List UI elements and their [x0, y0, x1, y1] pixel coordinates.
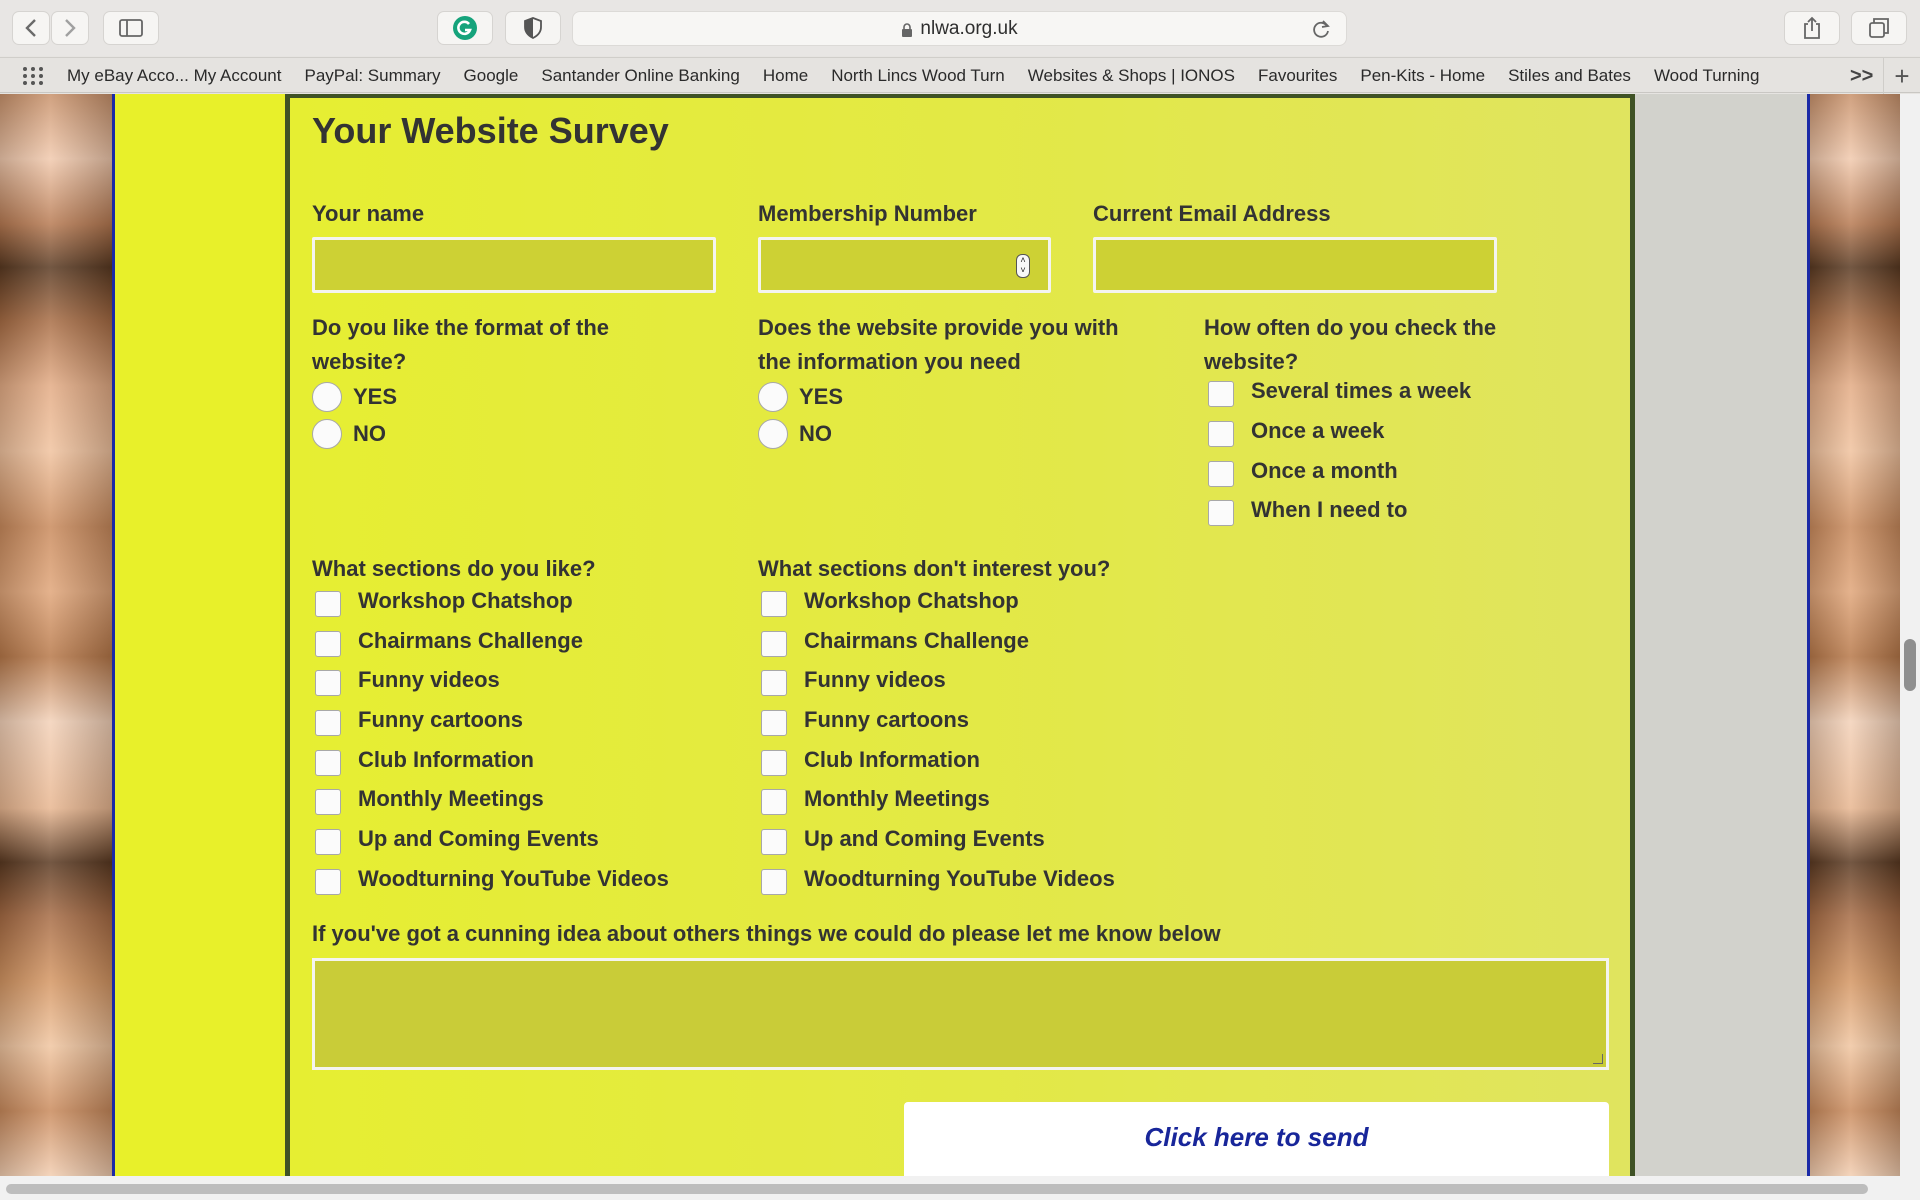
- option-label: Monthly Meetings: [804, 786, 990, 811]
- option-label: Club Information: [804, 747, 980, 772]
- checkbox[interactable]: [761, 710, 787, 736]
- checkbox[interactable]: [1208, 500, 1234, 526]
- name-input[interactable]: [312, 237, 716, 293]
- dislike-section-option[interactable]: [761, 786, 990, 812]
- browser-toolbar: [0, 0, 1920, 56]
- option-label: Once a month: [1251, 458, 1398, 483]
- horizontal-scroll-thumb[interactable]: [6, 1184, 1868, 1194]
- ideas-textarea[interactable]: [312, 958, 1609, 1070]
- option-label: YES: [353, 384, 398, 409]
- wood-background-right: [1810, 94, 1900, 1176]
- frequency-option[interactable]: [1208, 418, 1384, 444]
- page-title: Your Website Survey: [312, 110, 669, 151]
- membership-label: Membership Number: [758, 201, 977, 226]
- option-label: Up and Coming Events: [804, 826, 1045, 851]
- checkbox[interactable]: [315, 670, 341, 696]
- checkbox[interactable]: [315, 591, 341, 617]
- tabs-icon: [1868, 17, 1890, 39]
- privacy-shield-icon: [523, 17, 543, 39]
- wood-background-left: [0, 94, 112, 1176]
- vertical-scrollbar[interactable]: [1900, 94, 1920, 1176]
- email-input[interactable]: [1093, 237, 1497, 293]
- dislike-section-option[interactable]: [761, 866, 1115, 892]
- sidebar-button[interactable]: [103, 11, 159, 45]
- option-label: Several times a week: [1251, 378, 1472, 403]
- share-button[interactable]: [1784, 11, 1840, 45]
- dislike-section-option[interactable]: [761, 588, 1019, 614]
- bookmarks-bar: [0, 57, 1920, 93]
- option-label: Workshop Chatshop: [804, 588, 1019, 613]
- question-line: website?: [312, 349, 407, 374]
- bookmarks-overflow-button[interactable]: >>: [1850, 65, 1874, 87]
- option-label: Monthly Meetings: [358, 786, 544, 811]
- dislike-sections-label: What sections don't interest you?: [758, 556, 1111, 581]
- checkbox[interactable]: [761, 631, 787, 657]
- like-section-option[interactable]: [315, 826, 599, 852]
- radio-button[interactable]: [312, 419, 342, 449]
- checkbox[interactable]: [315, 869, 341, 895]
- option-label: Once a week: [1251, 418, 1385, 443]
- back-button[interactable]: [12, 11, 50, 45]
- format-no-option[interactable]: [312, 419, 386, 449]
- like-section-option[interactable]: [315, 707, 523, 733]
- checkbox[interactable]: [315, 750, 341, 776]
- like-sections-label: What sections do you like?: [312, 556, 596, 581]
- checkbox[interactable]: [1208, 421, 1234, 447]
- forward-button[interactable]: [51, 11, 89, 45]
- frequency-question: [1204, 311, 1496, 379]
- option-label: Workshop Chatshop: [358, 588, 573, 613]
- resize-handle-icon[interactable]: [1593, 1054, 1603, 1064]
- bookmark-item[interactable]: Home: [762, 66, 809, 85]
- option-label: NO: [799, 421, 832, 446]
- checkbox[interactable]: [1208, 381, 1234, 407]
- option-label: NO: [353, 421, 386, 446]
- radio-button[interactable]: [312, 382, 342, 412]
- format-question: [312, 311, 609, 379]
- info-no-option[interactable]: [758, 419, 832, 449]
- checkbox[interactable]: [761, 869, 787, 895]
- question-line: the information you need: [758, 349, 1021, 374]
- option-label: Chairmans Challenge: [358, 628, 583, 653]
- checkbox[interactable]: [761, 829, 787, 855]
- bookmark-item[interactable]: Google: [463, 66, 519, 85]
- info-question: [758, 311, 1119, 379]
- dislike-section-option[interactable]: [761, 826, 1045, 852]
- address-bar[interactable]: [572, 11, 1347, 46]
- like-section-option[interactable]: [315, 588, 573, 614]
- option-label: Funny videos: [804, 667, 946, 692]
- option-label: Woodturning YouTube Videos: [804, 866, 1115, 891]
- like-section-option[interactable]: [315, 866, 669, 892]
- ideas-label: If you've got a cunning idea about others things we could do please let me know below: [312, 921, 1221, 946]
- email-label: Current Email Address: [1093, 201, 1331, 226]
- question-line: website?: [1204, 349, 1299, 374]
- option-label: When I need to: [1251, 497, 1408, 522]
- frequency-option[interactable]: [1208, 497, 1407, 523]
- info-yes-option[interactable]: [758, 382, 843, 412]
- bookmark-item[interactable]: Wood Turning: [1653, 66, 1760, 85]
- checkbox[interactable]: [761, 670, 787, 696]
- url-text: nlwa.org.uk: [920, 17, 1018, 39]
- like-section-option[interactable]: [315, 628, 583, 654]
- dislike-section-option[interactable]: [761, 628, 1029, 654]
- checkbox[interactable]: [315, 789, 341, 815]
- checkbox[interactable]: [315, 710, 341, 736]
- grammarly-icon: [452, 15, 478, 41]
- share-icon: [1802, 16, 1822, 40]
- checkbox[interactable]: [315, 631, 341, 657]
- like-section-option[interactable]: [315, 786, 544, 812]
- dislike-section-option[interactable]: [761, 747, 980, 773]
- page-viewport: [0, 94, 1900, 1176]
- checkbox[interactable]: [1208, 461, 1234, 487]
- option-label: Funny cartoons: [358, 707, 524, 732]
- question-line: How often do you check the: [1204, 315, 1497, 340]
- option-label: Woodturning YouTube Videos: [358, 866, 669, 891]
- dislike-section-option[interactable]: [761, 707, 969, 733]
- left-column: [115, 94, 285, 1176]
- checkbox[interactable]: [315, 829, 341, 855]
- number-stepper[interactable]: ˄ ˅: [1016, 254, 1030, 278]
- bookmark-item[interactable]: My eBay Acco... My Account: [67, 66, 282, 85]
- bookmark-item[interactable]: Websites & Shops | IONOS: [1027, 66, 1235, 85]
- reload-icon[interactable]: [1310, 18, 1332, 40]
- checkbox[interactable]: [761, 750, 787, 776]
- like-section-option[interactable]: [315, 747, 534, 773]
- option-label: YES: [799, 384, 844, 409]
- radio-button[interactable]: [758, 419, 788, 449]
- plus-icon: +: [1894, 60, 1910, 91]
- option-label: Club Information: [358, 747, 534, 772]
- bookmark-item[interactable]: PayPal: Summary: [304, 66, 441, 85]
- name-label: Your name: [312, 201, 425, 226]
- format-yes-option[interactable]: [312, 382, 397, 412]
- bookmark-item[interactable]: Pen-Kits - Home: [1360, 66, 1486, 85]
- checkbox[interactable]: [761, 591, 787, 617]
- checkbox[interactable]: [761, 789, 787, 815]
- option-label: Chairmans Challenge: [804, 628, 1029, 653]
- horizontal-scrollbar[interactable]: [0, 1176, 1920, 1200]
- sidebar-icon: [119, 19, 143, 37]
- dislike-section-option[interactable]: [761, 667, 946, 693]
- right-column: [1635, 94, 1807, 1176]
- privacy-button[interactable]: [505, 11, 561, 45]
- grid-icon[interactable]: [22, 66, 44, 86]
- back-icon: [24, 18, 38, 38]
- bookmark-item[interactable]: Stiles and Bates: [1508, 66, 1631, 85]
- question-line: Do you like the format of the: [312, 315, 610, 340]
- option-label: Funny cartoons: [804, 707, 970, 732]
- question-line: Does the website provide you with: [758, 315, 1119, 340]
- frequency-option[interactable]: [1208, 378, 1471, 404]
- grammarly-button[interactable]: [437, 11, 493, 45]
- bookmark-item[interactable]: Favourites: [1258, 66, 1338, 85]
- radio-button[interactable]: [758, 382, 788, 412]
- bookmark-item[interactable]: Santander Online Banking: [541, 66, 740, 85]
- vertical-scroll-thumb[interactable]: [1904, 639, 1916, 691]
- send-button[interactable]: Click here to send: [904, 1102, 1609, 1176]
- frequency-option[interactable]: [1208, 458, 1398, 484]
- option-label: Up and Coming Events: [358, 826, 599, 851]
- tabs-button[interactable]: [1851, 11, 1907, 45]
- bookmark-item[interactable]: North Lincs Wood Turn: [831, 66, 1005, 85]
- option-label: Funny videos: [358, 667, 500, 692]
- membership-number-input[interactable]: [758, 237, 1051, 293]
- like-section-option[interactable]: [315, 667, 500, 693]
- new-tab-button[interactable]: [1883, 58, 1920, 94]
- forward-icon: [63, 18, 77, 38]
- lock-icon: [901, 23, 913, 37]
